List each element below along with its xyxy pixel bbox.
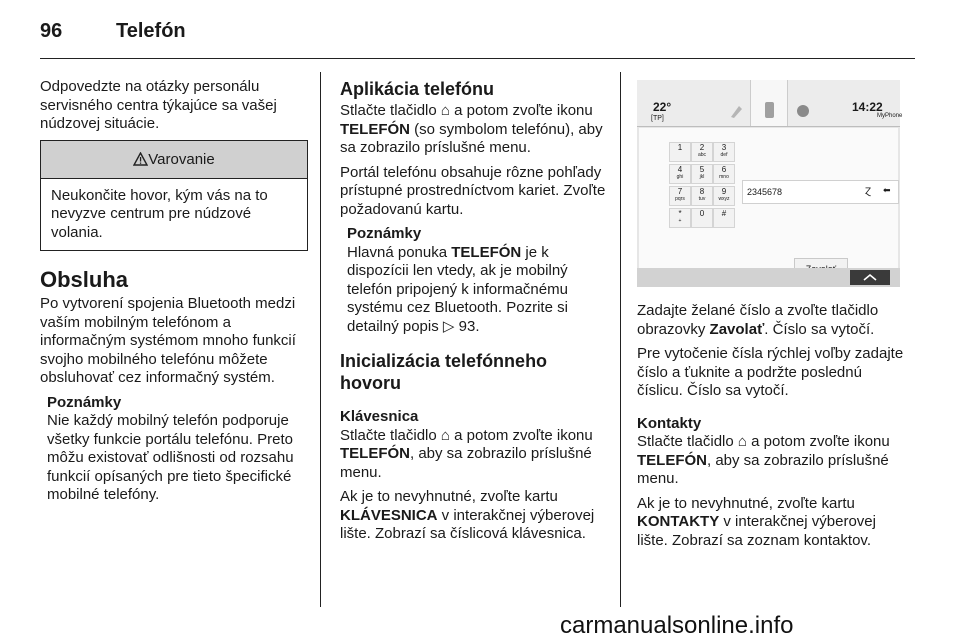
keypad-key[interactable]: 2 abc: [691, 142, 713, 162]
paragraph: Pre vytočenie čísla rýchlej voľby zadajte číslo a ťuknite a podržte poslednú číslicu. Číslo sa vytočí.: [637, 345, 904, 399]
home-button-icon: ⌂: [440, 102, 450, 119]
header-rule: [40, 58, 915, 59]
bottom-bar: [637, 268, 900, 287]
section-heading: Inicializácia telefónneho hovoru: [340, 351, 548, 393]
warning-body: Neukončite hovor, kým vás na to nevyzve centrum pre núdzové volania.: [51, 186, 268, 241]
info-icon: [792, 100, 814, 122]
keypad-key[interactable]: 4 ghi: [669, 164, 691, 184]
phone-name: MyPhone: [877, 113, 903, 119]
phone-icon: [758, 100, 780, 122]
paragraph: Stlačte tlačidlo ⌂ a potom zvoľte ikonu TELEFÓN, aby sa zobrazilo príslušné menu.: [340, 426, 593, 481]
note-title: Poznámky: [347, 225, 422, 242]
column-divider: [620, 72, 621, 607]
keypad-key[interactable]: 8 tuv: [691, 186, 713, 206]
tp-indicator: [TP]: [651, 115, 664, 122]
note-box: [347, 225, 610, 336]
keypad-key[interactable]: 9 wxyz: [713, 186, 735, 206]
note-body: Nie každý mobilný telefón podporuje všetky funkcie portálu telefónu. Preto môžu existovať odlišnosti od rozsahu funkcií opísaných pre tieto špecifické mobilné telefóny.: [47, 412, 294, 503]
keypad-key[interactable]: 6 mno: [713, 164, 735, 184]
page-ref: 93: [458, 317, 476, 335]
keypad-key[interactable]: #: [713, 208, 735, 228]
paragraph: Zadajte želané číslo a zvoľte tlačidlo obrazovky Zavolať. Číslo sa vytočí.: [637, 302, 879, 338]
column-middle: [340, 78, 610, 550]
page-ref-icon: ▷: [442, 317, 455, 335]
music-icon: [725, 100, 747, 122]
subheading: Klávesnica: [340, 408, 419, 425]
paragraph: Ak je to nevyhnutné, zvoľte kartu KLÁVESNICA v interakčnej výberovej lište. Zobrazí sa číslicová klávesnica.: [340, 488, 595, 542]
warning-title: Varovanie: [148, 150, 215, 168]
dialed-number: 2345678: [747, 187, 783, 197]
note-box: [47, 394, 308, 505]
paragraph: Portál telefónu obsahuje rôzne pohľady prístupné prostredníctvom kariet. Zvoľte požadovanú kartu.: [340, 163, 606, 218]
paragraph: Stlačte tlačidlo ⌂ a potom zvoľte ikonu TELEFÓN, aby sa zobrazilo príslušné menu.: [637, 433, 890, 487]
section-heading: Aplikácia telefónu: [340, 79, 495, 99]
voice-icon[interactable]: Ɀ: [865, 186, 872, 196]
section-body: Po vytvorení spojenia Bluetooth medzi vaším mobilným telefónom a informačným systémom mnoho funkcií svojho mobilného telefónu môžete obsluhovať cez informačný systém.: [40, 295, 296, 386]
column-divider: [320, 72, 321, 607]
page-number: 96: [40, 20, 63, 42]
page-title: Telefón: [116, 20, 186, 42]
temperature: 22°: [653, 100, 672, 114]
keypad-key[interactable]: 1: [669, 142, 691, 162]
watermark: carmanualsonline.info: [560, 612, 794, 639]
backspace-icon[interactable]: ⬅: [883, 185, 891, 195]
keypad-key[interactable]: 5 jkl: [691, 164, 713, 184]
phone-keypad-screenshot: [637, 80, 903, 287]
subheading: Kontakty: [637, 414, 702, 432]
keypad-key[interactable]: 7 pqrs: [669, 186, 691, 206]
column-right: [637, 302, 907, 556]
status-bar: [637, 80, 903, 127]
warning-header: [41, 141, 307, 179]
keypad-key[interactable]: 3 def: [713, 142, 735, 162]
warning-box: [40, 140, 308, 252]
note-title: Poznámky: [47, 393, 122, 411]
number-display: [742, 180, 899, 204]
paragraph: Stlačte tlačidlo ⌂ a potom zvoľte ikonu TELEFÓN (so symbolom telefónu), aby sa zobrazilo príslušné menu.: [340, 102, 603, 156]
column-left: [40, 78, 308, 511]
keypad-key[interactable]: 0: [691, 208, 713, 228]
keypad-key[interactable]: * +: [669, 208, 691, 228]
clock: 14:22: [852, 100, 883, 114]
keypad-panel: [639, 128, 898, 268]
home-button-icon: ⌂: [737, 433, 747, 450]
intro-text: Odpovedzte na otázky personálu servisného centra týkajúce sa vašej núdzovej situácie.: [40, 78, 277, 132]
note-body: Hlavná ponuka TELEFÓN je k dispozícii len vtedy, ak je mobilný telefón pripojený k informačnému systému cez Bluetooth. Pozrite si detailný popis ▷ 93.: [347, 243, 568, 335]
paragraph: Ak je to nevyhnutné, zvoľte kartu KONTAKTY v interakčnej výberovej lište. Zobrazí sa zoznam kontaktov.: [637, 494, 876, 549]
home-button-icon: ⌂: [440, 426, 450, 444]
section-heading: Obsluha: [40, 267, 129, 292]
chevron-up-icon[interactable]: [850, 270, 890, 285]
warning-triangle-icon: [133, 152, 148, 166]
